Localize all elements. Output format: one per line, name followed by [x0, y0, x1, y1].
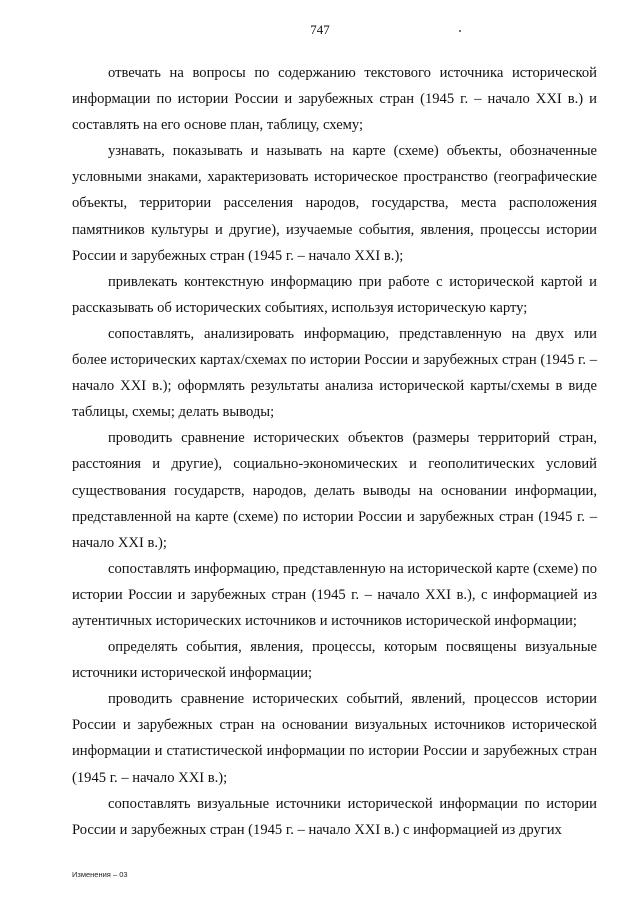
paragraph-1: отвечать на вопросы по содержанию текстового источника исторической информации по истории России и зарубежных стран (1945 г. – начало XXI в.) и составлять на его основе план, таблицу, схему;	[72, 65, 597, 134]
paragraph-4: сопоставлять, анализировать информацию, представленную на двух или более исторических картах/схемах по истории России и зарубежных стран (1945 г. – начало XXI в.); оформлять результаты анализа исторической карты/схемы в виде таблицы, схемы; делать выводы;	[72, 325, 597, 421]
paragraph-7: определять события, явления, процессы, которым посвящены визуальные источники исторической информации;	[72, 639, 597, 682]
page-number: 747	[310, 22, 330, 37]
scan-speck	[459, 30, 461, 32]
paragraph-5: проводить сравнение исторических объектов (размеры территорий стран, расстояния и другие), социально-экономических и геополитических условий существования государств, народов, делать выводы на основании информации, представленной на карте (схеме) по истории России и зарубежных стран (1945 г. – начало XXI в.);	[72, 430, 597, 551]
revision-footer: Изменения – 03	[72, 870, 128, 879]
paragraph-8: проводить сравнение исторических событий, явлений, процессов истории России и зарубежных стран на основании визуальных источников исторической информации и статистической информации по истории России и зарубежных стран (1945 г. – начало XXI в.);	[72, 691, 597, 786]
paragraph-9: сопоставлять визуальные источники исторической информации по истории России и зарубежных стран (1945 г. – начало XXI в.) с информацией из других	[72, 795, 597, 838]
paragraph-3: привлекать контекстную информацию при работе с исторической картой и рассказывать об исторических событиях, используя историческую карту;	[72, 273, 597, 316]
paragraph-6: сопоставлять информацию, представленную на исторической карте (схеме) по истории России и зарубежных стран (1945 г. – начало XXI в.), с информацией из аутентичных исторических источников и источников исторической информации;	[72, 560, 597, 629]
document-body	[72, 60, 597, 843]
paragraph-2: узнавать, показывать и называть на карте (схеме) объекты, обозначенные условными знаками, характеризовать историческое пространство (географические объекты, территории расселения народов, государства, места расположения памятников культуры и другие), изучаемые события, явления, процессы истории России и зарубежных стран (1945 г. – начало XXI в.);	[72, 143, 597, 264]
